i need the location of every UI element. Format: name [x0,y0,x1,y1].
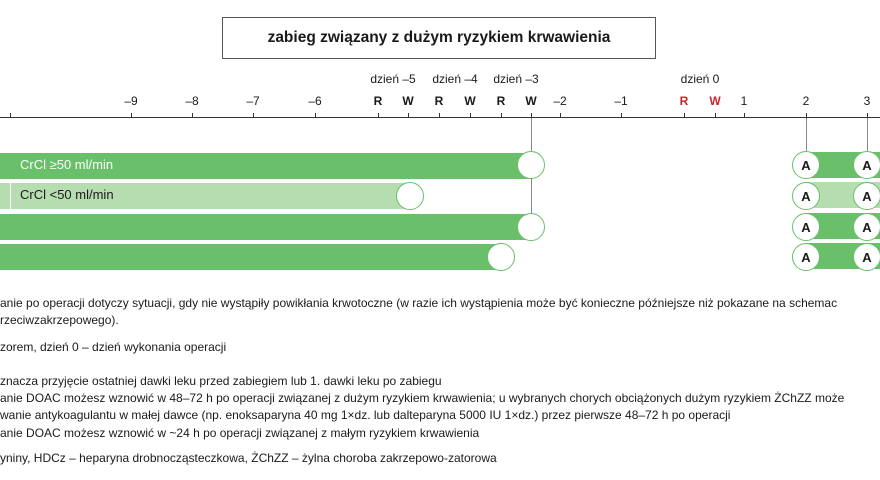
tick-label: –8 [185,94,199,108]
bar-crcl-50-plus [0,152,531,179]
tick-label-r: R [373,94,383,108]
tick-label-r-day0: R [679,94,689,108]
footnote-line: znacza przyjęcie ostatniej dawki leku przed zabiegiem lub 1. dawki leku po zabiegu [0,374,442,388]
restart-marker: A [792,151,820,179]
tick-label: 2 [802,94,810,108]
last-dose-circle [517,151,545,179]
footnote-line: wanie antykoagulantu w małej dawce (np. enoksaparyna 40 mg 1×dz. lub dalteparyna 5000 IU 1×dz.) przez pierwsze 48–72 h po operacji [0,408,731,422]
footnote-line: anie DOAC możesz wznowić w ~24 h po operacji związanej z małym ryzykiem krwawienia [0,426,480,440]
footnote-line: rzeciwzakrzepowego). [0,313,119,327]
restart-marker: A [853,243,880,271]
bar-label: CrCl ≥50 ml/min [20,157,114,172]
tick-label: 1 [740,94,748,108]
tick-label-w: W [464,94,476,108]
day-label-0: dzień 0 [680,72,720,86]
tick-label-w: W [402,94,414,108]
axis-tick [131,113,132,118]
bar-row-3 [0,213,531,240]
reference-line [531,178,532,213]
footnote-line: zorem, dzień 0 – dzień wykonania operacji [0,340,227,354]
axis-tick [744,113,745,118]
bar-row-4 [0,243,501,270]
day-label-minus4: dzień –4 [432,72,478,86]
axis-tick [253,113,254,118]
axis-tick [621,113,622,118]
time-axis [0,117,880,118]
axis-tick [10,113,11,118]
tick-label: –9 [124,94,138,108]
axis-tick [439,113,440,118]
axis-tick [684,113,685,118]
axis-tick [470,113,471,118]
tick-label: –2 [553,94,567,108]
bar-label: CrCl <50 ml/min [20,187,114,202]
axis-tick [192,113,193,118]
last-dose-circle [396,182,424,210]
axis-tick [315,113,316,118]
reference-line [867,118,868,151]
restart-marker: A [792,182,820,210]
restart-marker: A [853,151,880,179]
tick-label: 3 [863,94,871,108]
day-label-minus5: dzień –5 [370,72,416,86]
footnote-line: anie po operacji dotyczy sytuacji, gdy nie wystąpiły powikłania krwotoczne (w razie ich wystąpienia może być konieczne późniejsze niż pokazane na schemac [0,296,838,310]
reference-line [806,118,807,151]
axis-tick [715,113,716,118]
tick-label: –1 [614,94,628,108]
axis-tick [408,113,409,118]
axis-tick [501,113,502,118]
restart-marker: A [792,243,820,271]
restart-marker: A [792,213,820,241]
axis-tick [560,113,561,118]
last-dose-circle [487,243,515,271]
restart-marker: A [853,213,880,241]
axis-tick [378,113,379,118]
restart-marker: A [853,182,880,210]
bar-divider [10,181,11,211]
tick-label-r: R [496,94,506,108]
last-dose-circle [517,213,545,241]
bar-crcl-below-50 [0,182,410,209]
tick-label: –6 [308,94,322,108]
reference-line [531,118,532,151]
tick-label-r: R [434,94,444,108]
tick-label-w-day0: W [709,94,721,108]
diagram-title: zabieg związany z dużym ryzykiem krwawienia [222,17,656,59]
tick-label-w: W [525,94,537,108]
tick-label: –7 [246,94,260,108]
footnote-line: anie DOAC możesz wznowić w 48–72 h po operacji związanej z dużym ryzykiem krwawienia; u wybranych chorych obciążonych dużym ryzykiem ŻChZZ może [0,391,845,405]
day-label-minus3: dzień –3 [493,72,539,86]
footnote-line: yniny, HDCz – heparyna drobnocząsteczkowa, ŻChZZ – żylna choroba zakrzepowo-zatorowa [0,451,497,465]
